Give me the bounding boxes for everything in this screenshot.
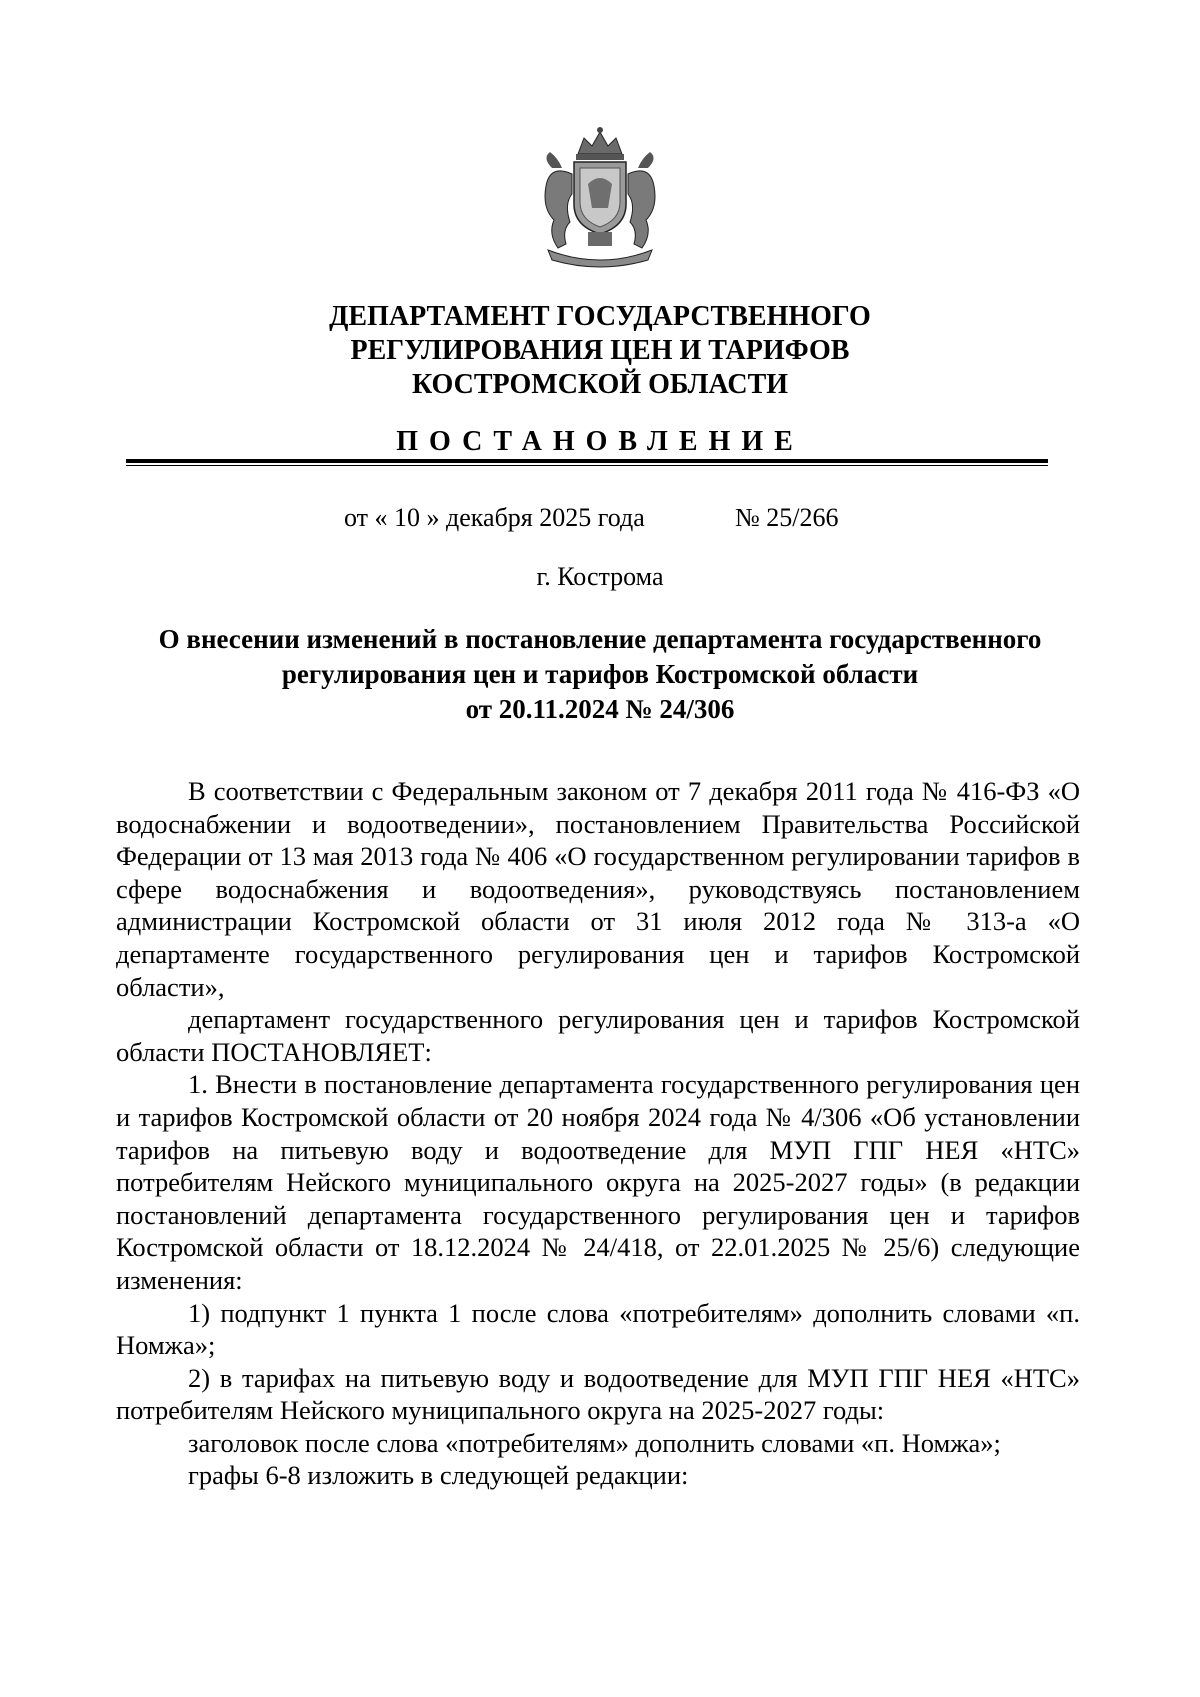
document-title bbox=[116, 622, 1084, 727]
department-line: ДЕПАРТАМЕНТ ГОСУДАРСТВЕННОГО bbox=[329, 301, 871, 332]
resolves-paragraph: департамент государственного регулирования цен и тарифов Костромской области ПОСТАНОВЛЯЕТ: bbox=[116, 1004, 1080, 1067]
department-line: РЕГУЛИРОВАНИЯ ЦЕН И ТАРИФОВ bbox=[350, 335, 850, 366]
document-body bbox=[116, 775, 1080, 1492]
header-divider-thick bbox=[126, 459, 1048, 463]
document-number: № 25/266 bbox=[735, 503, 839, 532]
title-line: регулирования цен и тарифов Костромской области bbox=[281, 659, 919, 689]
heading-change-paragraph: заголовок после слова «потребителям» дополнить словами «п. Номжа»; bbox=[188, 1427, 1001, 1458]
item-1-paragraph: 1. Внести в постановление департамента государственного регулирования цен и тарифов Костромской области от 20 ноября 2024 года № 4/306 «Об установлении тарифов на питьевую воду и водоотведение для МУП ГПГ НЕЯ «НТС» потребителям Нейского муниципального округа на 2025-2027 годы» (в редакции постановлений департамента государственного регулирования цен и тарифов Костромской области от 18.12.2024 № 24/418, от 22.01.2025 № 25/6) следующие изменения: bbox=[116, 1069, 1080, 1295]
department-line: КОСТРОМСКОЙ ОБЛАСТИ bbox=[411, 369, 789, 400]
title-line: О внесении изменений в постановление департамента государственного bbox=[158, 624, 1042, 654]
subitem-1-paragraph: 1) подпункт 1 пункта 1 после слова «потребителям» дополнить словами «п. Номжа»; bbox=[116, 1297, 1080, 1361]
preamble-paragraph: В соответствии с Федеральным законом от 7 декабря 2011 года № 416-ФЗ «О водоснабжении и водоотведении», постановлением Правительства Российской Федерации от 13 мая 2013 года № 406 «О государственном регулировании тарифов в сфере водоснабжения и водоотведения», руководствуясь постановлением администрации Костромской области от 31 июля 2012 года № 313-а «О департаменте государственного регулирования цен и тарифов Костромской области», bbox=[116, 776, 1080, 1002]
department-name bbox=[200, 300, 1000, 402]
coat-of-arms-icon bbox=[528, 124, 672, 272]
document-date: от « 10 » декабря 2025 года bbox=[344, 503, 645, 532]
document-city: г. Кострома bbox=[536, 562, 664, 591]
document-type: ПОСТАНОВЛЕНИЕ bbox=[396, 426, 804, 457]
title-line: от 20.11.2024 № 24/306 bbox=[465, 694, 735, 724]
header-divider-thin bbox=[126, 465, 1048, 466]
subitem-2-paragraph: 2) в тарифах на питьевую воду и водоотведение для МУП ГПГ НЕЯ «НТС» потребителям Нейского муниципального округа на 2025-2027 годы: bbox=[116, 1362, 1080, 1426]
columns-change-paragraph: графы 6-8 изложить в следующей редакции: bbox=[188, 1460, 689, 1491]
